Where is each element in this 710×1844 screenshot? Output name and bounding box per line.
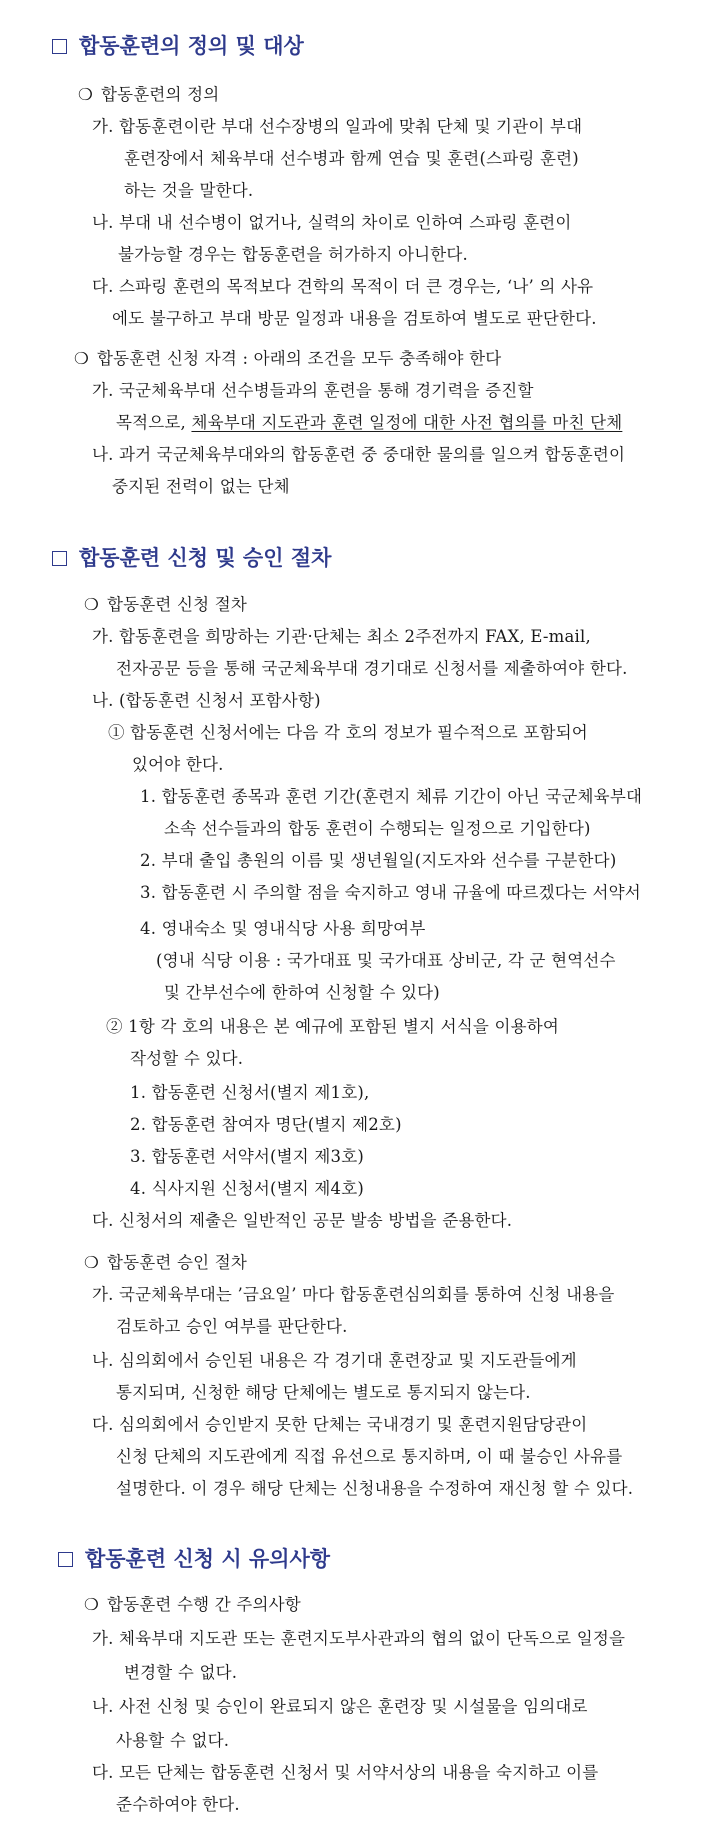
paragraph-line: 2. 부대 출입 총원의 이름 및 생년월일(지도자와 선수를 구분한다) [140,851,617,870]
section-heading: 합동훈련 신청 및 승인 절차 [52,544,331,572]
square-bullet-icon [52,39,67,54]
paragraph-line: 1. 합동훈련 종목과 훈련 기간(훈련지 체류 기간이 아닌 국군체육부대 [140,787,643,806]
paragraph-line: 다. 모든 단체는 합동훈련 신청서 및 서약서상의 내용을 숙지하고 이를 [92,1763,599,1782]
paragraph-line: 가. 국군체육부대는 ’금요일’ 마다 합동훈련심의회를 통하여 신청 내용을 [92,1285,615,1304]
paragraph-line: (영내 식당 이용 : 국가대표 및 국가대표 상비군, 각 군 현역선수 [156,951,616,970]
underlined-text: 체육부대 지도관과 훈련 일정에 대한 사전 협의를 마친 단체 [191,413,623,432]
paragraph-line: 나. 부대 내 선수병이 없거나, 실력의 차이로 인하여 스파링 훈련이 [92,213,572,232]
circle-bullet-icon: ❍ [78,85,93,104]
paragraph-line: 소속 선수들과의 합동 훈련이 수행되는 일정으로 기입한다) [164,819,591,838]
paragraph-line: 나. (합동훈련 신청서 포함사항) [92,691,321,710]
paragraph-line: 4. 식사지원 신청서(별지 제4호) [130,1179,364,1198]
paragraph-line: 신청 단체의 지도관에게 직접 유선으로 통지하며, 이 때 불승인 사유를 [116,1447,623,1466]
paragraph-line: 하는 것을 말한다. [124,181,254,200]
paragraph-line: ② 1항 각 호의 내용은 본 예규에 포함된 별지 서식을 이용하여 [106,1017,560,1036]
circle-bullet-icon: ❍ [84,1595,99,1614]
paragraph-line: ① 합동훈련 신청서에는 다음 각 호의 정보가 필수적으로 포함되어 [108,723,588,742]
paragraph-line: 변경할 수 없다. [124,1663,238,1682]
paragraph-line: 훈련장에서 체육부대 선수병과 함께 연습 및 훈련(스파링 훈련) [124,149,579,168]
paragraph-line: 3. 합동훈련 서약서(별지 제3호) [130,1147,364,1166]
paragraph-line: 가. 합동훈련이란 부대 선수장병의 일과에 맞춰 단체 및 기관이 부대 [92,117,583,136]
section-heading: 합동훈련의 정의 및 대상 [52,32,304,60]
paragraph-line: 다. 심의회에서 승인받지 못한 단체는 국내경기 및 훈련지원담당관이 [92,1415,588,1434]
paragraph-line: 가. 국군체육부대 선수병들과의 훈련을 통해 경기력을 증진할 [92,381,534,400]
paragraph-line: 작성할 수 있다. [130,1049,244,1068]
circle-bullet-icon: ❍ [74,349,89,368]
paragraph-line: 2. 합동훈련 참여자 명단(별지 제2호) [130,1115,402,1134]
paragraph-line: 있어야 한다. [132,755,224,774]
paragraph-line: 4. 영내숙소 및 영내식당 사용 희망여부 [140,919,426,938]
paragraph-line: 및 간부선수에 한하여 신청할 수 있다) [164,983,440,1002]
square-bullet-icon [52,551,67,566]
paragraph-line: 에도 불구하고 부대 방문 일정과 내용을 검토하여 별도로 판단한다. [112,309,597,328]
paragraph-line: 전자공문 등을 통해 국군체육부대 경기대로 신청서를 제출하여야 한다. [116,659,628,678]
paragraph-line: 1. 합동훈련 신청서(별지 제1호), [130,1083,370,1102]
paragraph-line: 불가능할 경우는 합동훈련을 허가하지 아니한다. [118,245,469,264]
paragraph-line: 가. 합동훈련을 희망하는 기관·단체는 최소 2주전까지 FAX, E-mail, [92,627,591,646]
circle-bullet-icon: ❍ [84,595,99,614]
paragraph-line: 3. 합동훈련 시 주의할 점을 숙지하고 영내 규율에 따르겠다는 서약서 [140,883,641,902]
paragraph-line: 설명한다. 이 경우 해당 단체는 신청내용을 수정하여 재신청 할 수 있다. [116,1479,634,1498]
paragraph-line: 다. 스파링 훈련의 목적보다 견학의 목적이 더 큰 경우는, ‘나’ 의 사유 [92,277,594,296]
paragraph-line: 검토하고 승인 여부를 판단한다. [116,1317,348,1336]
paragraph-line: 중지된 전력이 없는 단체 [112,477,290,496]
circle-bullet-icon: ❍ [84,1253,99,1272]
subsection-title: ❍ 합동훈련의 정의 [78,85,220,104]
paragraph-line: 다. 신청서의 제출은 일반적인 공문 발송 방법을 준용한다. [92,1211,513,1230]
paragraph-line: 나. 과거 국군체육부대와의 합동훈련 중 중대한 물의를 일으켜 합동훈련이 [92,445,626,464]
paragraph-line: 나. 심의회에서 승인된 내용은 각 경기대 훈련장교 및 지도관들에게 [92,1351,577,1370]
paragraph-line: 가. 체육부대 지도관 또는 훈련지도부사관과의 협의 없이 단독으로 일정을 [92,1629,626,1648]
paragraph-line: 나. 사전 신청 및 승인이 완료되지 않은 훈련장 및 시설물을 임의대로 [92,1697,588,1716]
subsection-title: ❍ 합동훈련 신청 절차 [84,595,248,614]
paragraph-line: 준수하여야 한다. [116,1795,240,1814]
square-bullet-icon [58,1552,73,1567]
subsection-title: ❍ 합동훈련 승인 절차 [84,1253,248,1272]
subsection-title: ❍ 합동훈련 수행 간 주의사항 [84,1595,301,1614]
paragraph-line: 통지되며, 신청한 해당 단체에는 별도로 통지되지 않는다. [116,1383,531,1402]
paragraph-line: 목적으로, 체육부대 지도관과 훈련 일정에 대한 사전 협의를 마친 단체 [116,413,623,432]
section-heading: 합동훈련 신청 시 유의사항 [58,1545,330,1573]
subsection-title: ❍ 합동훈련 신청 자격 : 아래의 조건을 모두 충족해야 한다 [74,349,502,368]
paragraph-line: 사용할 수 없다. [116,1731,230,1750]
